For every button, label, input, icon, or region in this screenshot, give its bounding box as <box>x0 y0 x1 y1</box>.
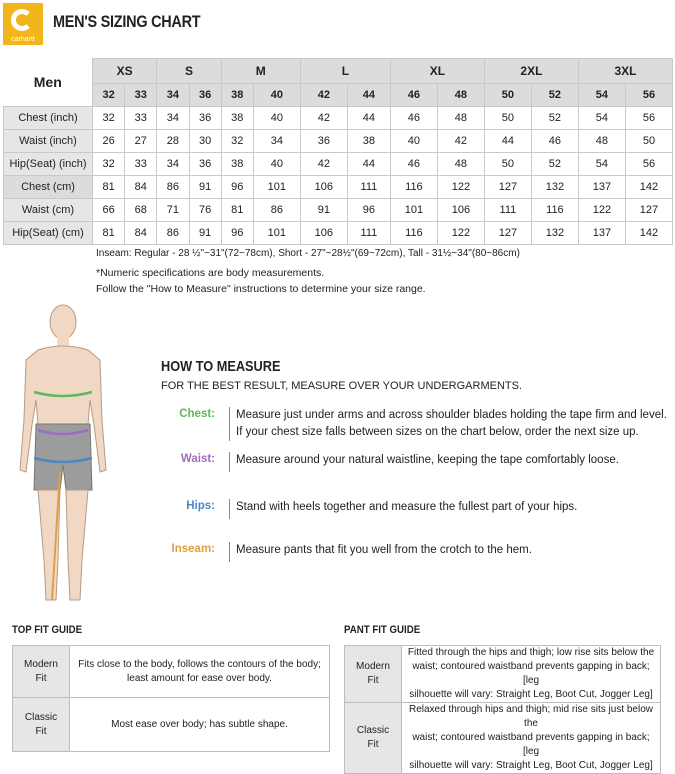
size-number-header: 40 <box>253 84 300 107</box>
table-cell: 111 <box>347 222 390 245</box>
brand-logo <box>3 3 43 45</box>
table-cell: 127 <box>484 176 531 199</box>
table-cell: 91 <box>189 222 221 245</box>
table-row <box>345 703 661 774</box>
fit-description: Fits close to the body, follows the contours of the body; least amount for ease over body. <box>70 646 330 698</box>
table-cell: 33 <box>125 107 157 130</box>
size-group-header: L <box>300 59 390 84</box>
measure-text: Measure just under arms and across shoulder blades holding the tape firm and level. <box>236 409 667 421</box>
table-cell: 52 <box>531 153 578 176</box>
table-cell: 142 <box>625 176 672 199</box>
table-cell: 127 <box>625 199 672 222</box>
table-cell: 26 <box>93 130 125 153</box>
table-cell: 76 <box>189 199 221 222</box>
table-cell: 32 <box>221 130 253 153</box>
divider <box>229 452 230 472</box>
size-group-header: 3XL <box>578 59 672 84</box>
pant-fit-guide-title: PANT FIT GUIDE <box>344 624 421 636</box>
table-cell: 142 <box>625 222 672 245</box>
table-cell: 46 <box>531 130 578 153</box>
top-fit-table <box>12 645 330 752</box>
table-cell: 44 <box>484 130 531 153</box>
table-cell: 44 <box>347 107 390 130</box>
measure-chest <box>150 407 670 441</box>
row-label: Waist (inch) <box>4 130 93 153</box>
fit-name: Classic Fit <box>13 698 70 752</box>
measure-inseam <box>150 542 670 562</box>
table-row <box>4 176 673 199</box>
table-cell: 122 <box>437 176 484 199</box>
table-cell: 81 <box>221 199 253 222</box>
divider <box>229 499 230 519</box>
table-row <box>345 646 661 703</box>
table-cell: 30 <box>189 130 221 153</box>
size-number-header: 42 <box>300 84 347 107</box>
table-cell: 54 <box>578 153 625 176</box>
table-cell: 101 <box>390 199 437 222</box>
table-cell: 81 <box>93 176 125 199</box>
how-to-measure-subtitle: FOR THE BEST RESULT, MEASURE OVER YOUR UNDERGARMENTS. <box>161 380 523 392</box>
fit-name: Classic Fit <box>345 703 402 774</box>
size-number-header: 50 <box>484 84 531 107</box>
size-number-header: 54 <box>578 84 625 107</box>
row-label: Hip(Seat) (inch) <box>4 153 93 176</box>
table-cell: 48 <box>437 153 484 176</box>
table-row <box>13 698 330 752</box>
table-cell: 48 <box>437 107 484 130</box>
measure-text: Measure pants that fit you well from the crotch to the hem. <box>236 544 532 556</box>
table-cell: 86 <box>253 199 300 222</box>
top-fit-guide-title: TOP FIT GUIDE <box>12 624 83 636</box>
table-cell: 40 <box>253 153 300 176</box>
table-cell: 33 <box>125 153 157 176</box>
measure-text: Measure around your natural waistline, keeping the tape comfortably loose. <box>236 454 619 466</box>
table-cell: 32 <box>93 153 125 176</box>
table-cell: 106 <box>300 176 347 199</box>
table-cell: 50 <box>625 130 672 153</box>
table-cell: 91 <box>300 199 347 222</box>
size-number-header: 46 <box>390 84 437 107</box>
table-cell: 106 <box>437 199 484 222</box>
row-label: Chest (inch) <box>4 107 93 130</box>
table-cell: 56 <box>625 107 672 130</box>
table-cell: 137 <box>578 222 625 245</box>
logo-c-icon <box>11 9 33 31</box>
table-cell: 48 <box>578 130 625 153</box>
table-cell: 27 <box>125 130 157 153</box>
pant-fit-table <box>344 645 661 774</box>
size-number-header: 32 <box>93 84 125 107</box>
table-cell: 86 <box>157 222 189 245</box>
size-group-header: 2XL <box>484 59 578 84</box>
table-cell: 38 <box>221 107 253 130</box>
size-group-header: XL <box>390 59 484 84</box>
table-row <box>4 130 673 153</box>
table-cell: 116 <box>531 199 578 222</box>
size-number-header: 44 <box>347 84 390 107</box>
row-label: Waist (cm) <box>4 199 93 222</box>
size-number-header: 48 <box>437 84 484 107</box>
table-cell: 34 <box>253 130 300 153</box>
table-cell: 54 <box>578 107 625 130</box>
table-cell: 50 <box>484 107 531 130</box>
table-cell: 40 <box>390 130 437 153</box>
inseam-note: Inseam: Regular - 28 ½"~31"(72~78cm), Short - 27"~28½"(69~72cm), Tall - 31½~34"(80~86cm) <box>96 248 520 259</box>
table-cell: 36 <box>189 107 221 130</box>
measure-label: Inseam: <box>171 543 215 555</box>
measure-label: Chest: <box>179 408 215 420</box>
size-number-header: 33 <box>125 84 157 107</box>
table-cell: 34 <box>157 107 189 130</box>
table-row <box>4 107 673 130</box>
table-cell: 40 <box>253 107 300 130</box>
table-cell: 101 <box>253 176 300 199</box>
table-cell: 106 <box>300 222 347 245</box>
table-cell: 96 <box>221 176 253 199</box>
table-cell: 81 <box>93 222 125 245</box>
table-row <box>4 199 673 222</box>
table-cell: 127 <box>484 222 531 245</box>
fit-name: Modern Fit <box>345 646 402 703</box>
table-cell: 111 <box>484 199 531 222</box>
table-cell: 116 <box>390 176 437 199</box>
body-measurement-note: *Numeric specifications are body measurements. <box>96 267 325 279</box>
table-cell: 132 <box>531 176 578 199</box>
table-cell: 56 <box>625 153 672 176</box>
table-cell: 42 <box>300 107 347 130</box>
how-to-measure-note: Follow the "How to Measure" instructions to determine your size range. <box>96 283 426 295</box>
row-label: Chest (cm) <box>4 176 93 199</box>
table-cell: 38 <box>221 153 253 176</box>
fit-name: Modern Fit <box>13 646 70 698</box>
table-cell: 52 <box>531 107 578 130</box>
fit-description: Most ease over body; has subtle shape. <box>70 698 330 752</box>
table-cell: 96 <box>347 199 390 222</box>
table-cell: 28 <box>157 130 189 153</box>
measure-text: If your chest size falls between sizes on the chart below, order the next size up. <box>236 426 639 438</box>
chart-title: MEN'S SIZING CHART <box>53 12 201 31</box>
size-number-header: 34 <box>157 84 189 107</box>
size-number-header: 38 <box>221 84 253 107</box>
size-number-header: 56 <box>625 84 672 107</box>
table-cell: 42 <box>300 153 347 176</box>
body-figure-illustration <box>8 300 118 612</box>
table-cell: 137 <box>578 176 625 199</box>
table-cell: 84 <box>125 176 157 199</box>
table-cell: 38 <box>347 130 390 153</box>
table-row <box>4 153 673 176</box>
table-row <box>13 646 330 698</box>
table-cell: 46 <box>390 153 437 176</box>
size-group-header: XS <box>93 59 157 84</box>
table-cell: 32 <box>93 107 125 130</box>
table-row <box>4 222 673 245</box>
corner-label: Men <box>4 59 93 107</box>
table-cell: 116 <box>390 222 437 245</box>
table-cell: 36 <box>189 153 221 176</box>
table-cell: 34 <box>157 153 189 176</box>
table-cell: 132 <box>531 222 578 245</box>
logo-wordmark: carhartt <box>11 36 35 43</box>
table-cell: 86 <box>157 176 189 199</box>
row-label: Hip(Seat) (cm) <box>4 222 93 245</box>
table-cell: 44 <box>347 153 390 176</box>
divider <box>229 542 230 562</box>
table-cell: 42 <box>437 130 484 153</box>
size-chart-table <box>3 58 673 245</box>
table-cell: 66 <box>93 199 125 222</box>
measure-label: Hips: <box>186 500 215 512</box>
table-cell: 91 <box>189 176 221 199</box>
size-group-header: S <box>157 59 221 84</box>
fit-description: Fitted through the hips and thigh; low rise sits below the waist; contoured waistband prevents gapping in back; [leg silhouette will vary: Straight Leg, Boot Cut, Jogger Leg] <box>402 646 661 703</box>
table-cell: 122 <box>437 222 484 245</box>
table-cell: 68 <box>125 199 157 222</box>
table-cell: 101 <box>253 222 300 245</box>
table-cell: 71 <box>157 199 189 222</box>
divider <box>229 407 230 441</box>
fit-description: Relaxed through hips and thigh; mid rise sits just below the waist; contoured waistband prevents gapping in back; [leg silhouette will vary: Straight Leg, Boot Cut, Jogger Leg] <box>402 703 661 774</box>
table-cell: 111 <box>347 176 390 199</box>
table-cell: 46 <box>390 107 437 130</box>
table-cell: 96 <box>221 222 253 245</box>
table-cell: 36 <box>300 130 347 153</box>
table-cell: 84 <box>125 222 157 245</box>
measure-waist <box>150 452 670 472</box>
size-number-header: 36 <box>189 84 221 107</box>
measure-hips <box>150 499 670 519</box>
table-cell: 50 <box>484 153 531 176</box>
table-cell: 122 <box>578 199 625 222</box>
measure-text: Stand with heels together and measure the fullest part of your hips. <box>236 501 578 513</box>
how-to-measure-title: HOW TO MEASURE <box>161 358 281 375</box>
measure-label: Waist: <box>180 453 215 465</box>
size-number-header: 52 <box>531 84 578 107</box>
size-group-header: M <box>221 59 300 84</box>
